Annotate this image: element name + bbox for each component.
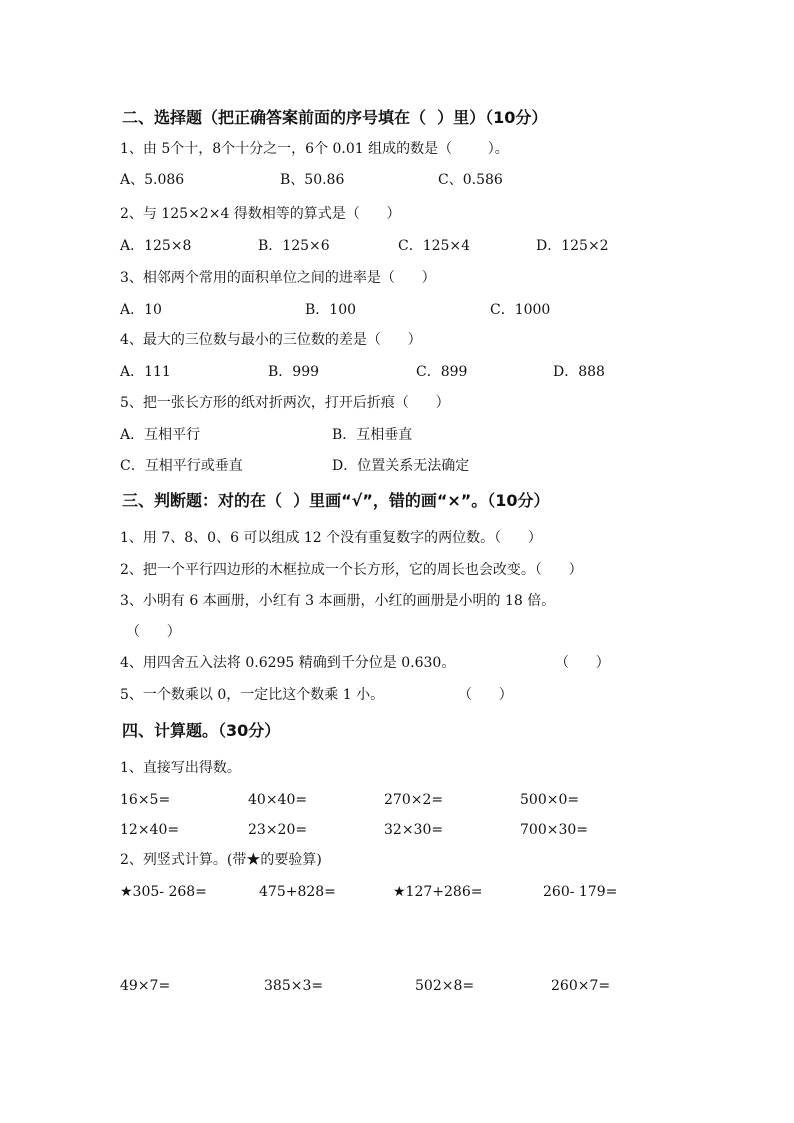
calc-part-2-title: 2、列竖式计算。(带★的要验算) (120, 852, 322, 868)
judge-item-5-blank: （ ） (458, 687, 513, 703)
calc-1-6: 23×20= (248, 822, 308, 838)
q5-option-d: D．位置关系无法确定 (332, 458, 470, 474)
q1-option-b: B、50.86 (280, 172, 345, 188)
calc-1-8: 700×30= (520, 822, 588, 838)
q5-option-c: C．互相平行或垂直 (120, 458, 243, 474)
vertical-calc-6: 385×3= (264, 978, 324, 994)
vertical-calc-5: 49×7= (120, 978, 171, 994)
judge-item-3: 3、小明有 6 本画册，小红有 3 本画册，小红的画册是小明的 18 倍。 (120, 593, 556, 609)
question-5: 5、把一张长方形的纸对折两次，打开后折痕（ ） (120, 395, 450, 411)
vertical-calc-1: ★305- 268= (120, 884, 207, 900)
q3-option-a: A．10 (120, 302, 162, 318)
vertical-calc-8: 260×7= (551, 978, 611, 994)
q2-option-d: D．125×2 (536, 238, 609, 254)
vertical-calc-3: ★127+286= (393, 884, 483, 900)
question-2: 2、与 125×2×4 得数相等的算式是（ ） (120, 206, 401, 222)
q5-option-a: A．互相平行 (120, 427, 201, 443)
judge-item-1: 1、用 7、8、0、6 可以组成 12 个没有重复数字的两位数。（ ） (120, 530, 542, 546)
vertical-calc-4: 260- 179= (543, 884, 618, 900)
calc-1-4: 500×0= (520, 792, 580, 808)
q4-option-c: C．899 (416, 364, 468, 380)
calc-1-3: 270×2= (384, 792, 444, 808)
q3-option-b: B．100 (305, 302, 357, 318)
q3-option-c: C．1000 (490, 302, 551, 318)
section-4-heading: 四、计算题。（30分） (122, 721, 281, 740)
section-3-heading: 三、判断题：对的在（ ）里画“√”，错的画“×”。（10分） (122, 491, 550, 510)
calc-1-1: 16×5= (120, 792, 171, 808)
judge-item-3-blank: （ ） (126, 624, 181, 640)
q1-option-c: C、0.586 (438, 172, 503, 188)
vertical-calc-2: 475+828= (259, 884, 336, 900)
question-3: 3、相邻两个常用的面积单位之间的进率是（ ） (120, 270, 436, 286)
judge-item-4-blank: （ ） (555, 655, 610, 671)
judge-item-2: 2、把一个平行四边形的木框拉成一个长方形，它的周长也会改变。（ ） (120, 562, 583, 578)
calc-part-1-title: 1、直接写出得数。 (120, 760, 241, 776)
q4-option-a: A．111 (120, 364, 171, 380)
q2-option-c: C．125×4 (398, 238, 471, 254)
judge-item-4: 4、用四舍五入法将 0.6295 精确到千分位是 0.630。 (120, 655, 456, 671)
q2-option-b: B．125×6 (258, 238, 330, 254)
q4-option-b: B．999 (268, 364, 320, 380)
calc-1-2: 40×40= (248, 792, 308, 808)
q5-option-b: B．互相垂直 (332, 427, 413, 443)
q2-option-a: A．125×8 (120, 238, 192, 254)
question-1: 1、由 5个十，8个十分之一，6个 0.01 组成的数是（ ）。 (120, 141, 509, 157)
judge-item-5: 5、一个数乘以 0，一定比这个数乘 1 小。 (120, 687, 385, 703)
section-2-heading: 二、选择题（把正确答案前面的序号填在（ ）里）（10分） (122, 108, 548, 127)
q1-option-a: A、5.086 (120, 172, 185, 188)
calc-1-7: 32×30= (384, 822, 444, 838)
calc-1-5: 12×40= (120, 822, 180, 838)
vertical-calc-7: 502×8= (415, 978, 475, 994)
question-4: 4、最大的三位数与最小的三位数的差是（ ） (120, 332, 422, 348)
q4-option-d: D．888 (553, 364, 605, 380)
